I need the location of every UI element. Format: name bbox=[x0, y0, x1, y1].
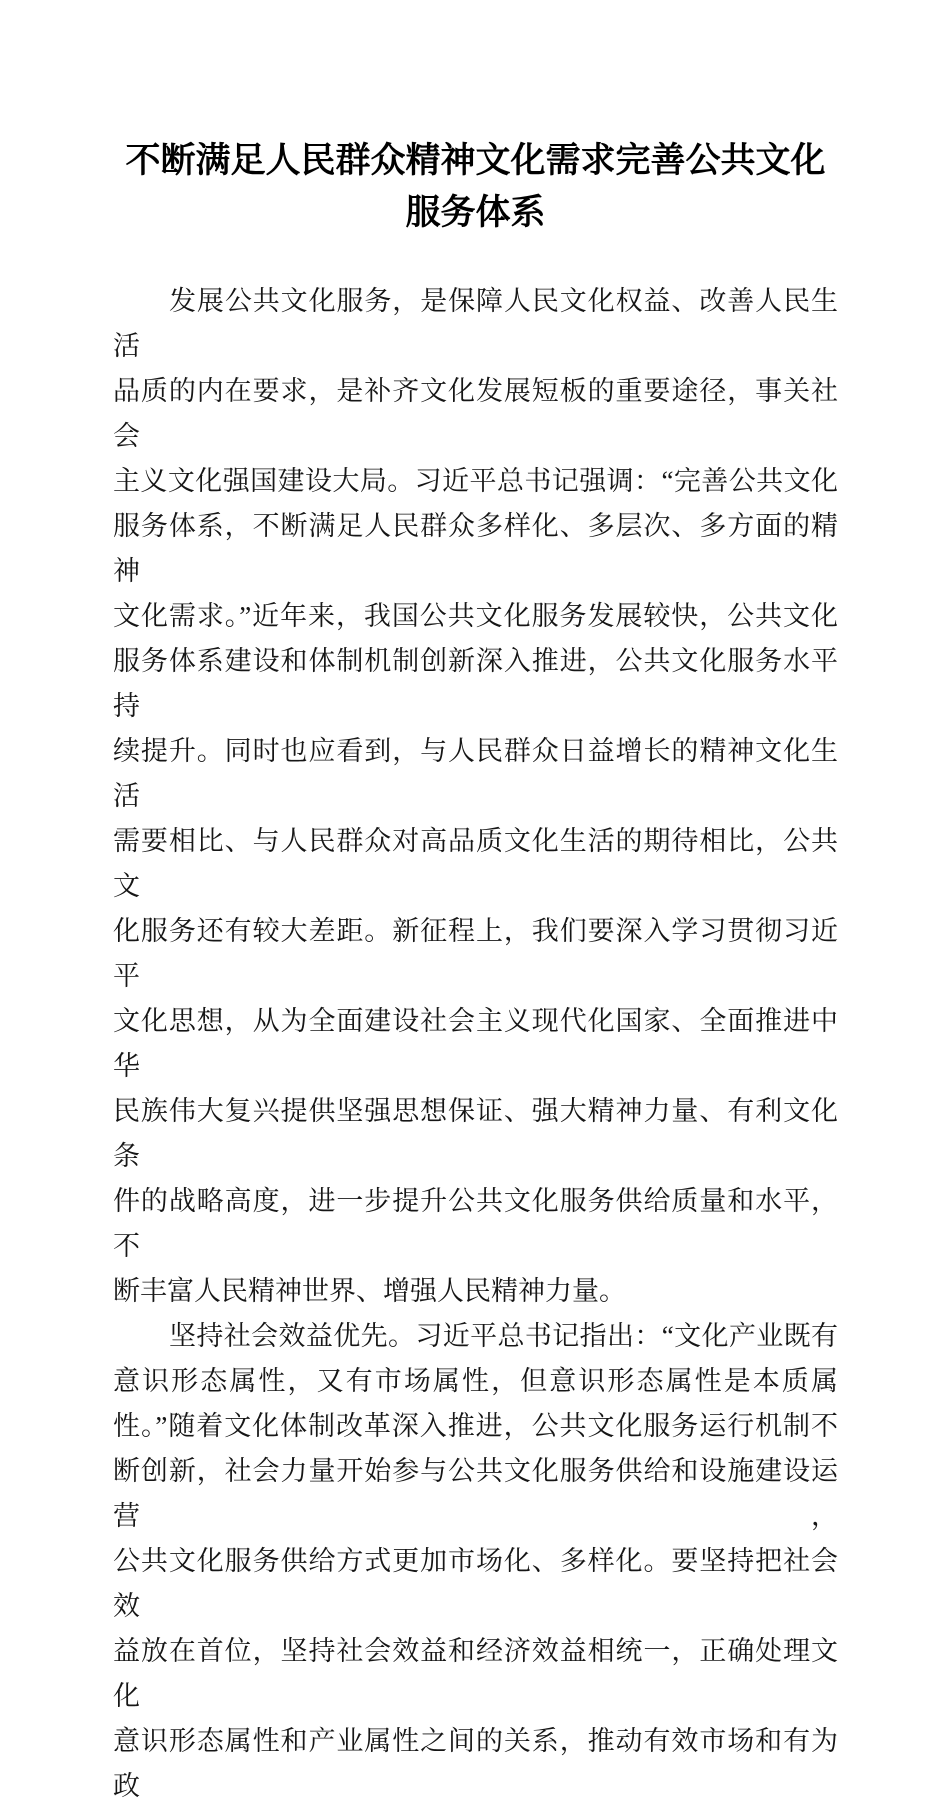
document-text-line: 化服务还有较大差距。新征程上，我们要深入学习贯彻习近平 bbox=[113, 916, 838, 991]
document-title: 不断满足人民群众精神文化需求完善公共文化服务体系 bbox=[125, 141, 826, 232]
document-text-line: 品质的内在要求，是补齐文化发展短板的重要途径，事关社会 bbox=[113, 376, 838, 451]
document-text-line: 件的战略高度，进一步提升公共文化服务供给质量和水平，不 bbox=[113, 1186, 838, 1261]
document-text-line: 坚持社会效益优先。习近平总书记指出：“文化产业既有 bbox=[169, 1321, 838, 1351]
document-text-line: 民族伟大复兴提供坚强思想保证、强大精神力量、有利文化条 bbox=[113, 1096, 838, 1171]
document-text-line: 意识形态属性，又有市场属性，但意识形态属性是本质属 bbox=[113, 1366, 838, 1396]
document-text-line: 服务体系，不断满足人民群众多样化、多层次、多方面的精神 bbox=[113, 511, 838, 586]
document-text-line: 文化思想，从为全面建设社会主义现代化国家、全面推进中华 bbox=[113, 1006, 838, 1081]
document-text-line: 文化需求。”近年来，我国公共文化服务发展较快，公共文化 bbox=[113, 601, 838, 631]
document-body bbox=[113, 279, 838, 1809]
document-text-line: 公共文化服务供给方式更加市场化、多样化。要坚持把社会效 bbox=[113, 1546, 838, 1621]
document-text-line: 断丰富人民精神世界、增强人民精神力量。 bbox=[113, 1276, 626, 1306]
document-text-line: 需要相比、与人民群众对高品质文化生活的期待相比，公共文 bbox=[113, 826, 838, 901]
document-text-line: 断创新，社会力量开始参与公共文化服务供给和设施建设运营， bbox=[113, 1456, 838, 1531]
document-text-line: 发展公共文化服务，是保障人民文化权益、改善人民生活 bbox=[113, 286, 838, 361]
document-text-line: 益放在首位，坚持社会效益和经济效益相统一，正确处理文化 bbox=[113, 1636, 838, 1711]
document-text-line: 续提升。同时也应看到，与人民群众日益增长的精神文化生活 bbox=[113, 736, 838, 811]
document-text-line: 主义文化强国建设大局。习近平总书记强调：“完善公共文化 bbox=[113, 466, 838, 496]
document-text-line: 性。”随着文化体制改革深入推进，公共文化服务运行机制不 bbox=[113, 1411, 838, 1441]
document-text-line: 服务体系建设和体制机制创新深入推进，公共文化服务水平持 bbox=[113, 646, 838, 721]
document-text-line: 意识形态属性和产业属性之间的关系，推动有效市场和有为政 bbox=[113, 1726, 838, 1801]
